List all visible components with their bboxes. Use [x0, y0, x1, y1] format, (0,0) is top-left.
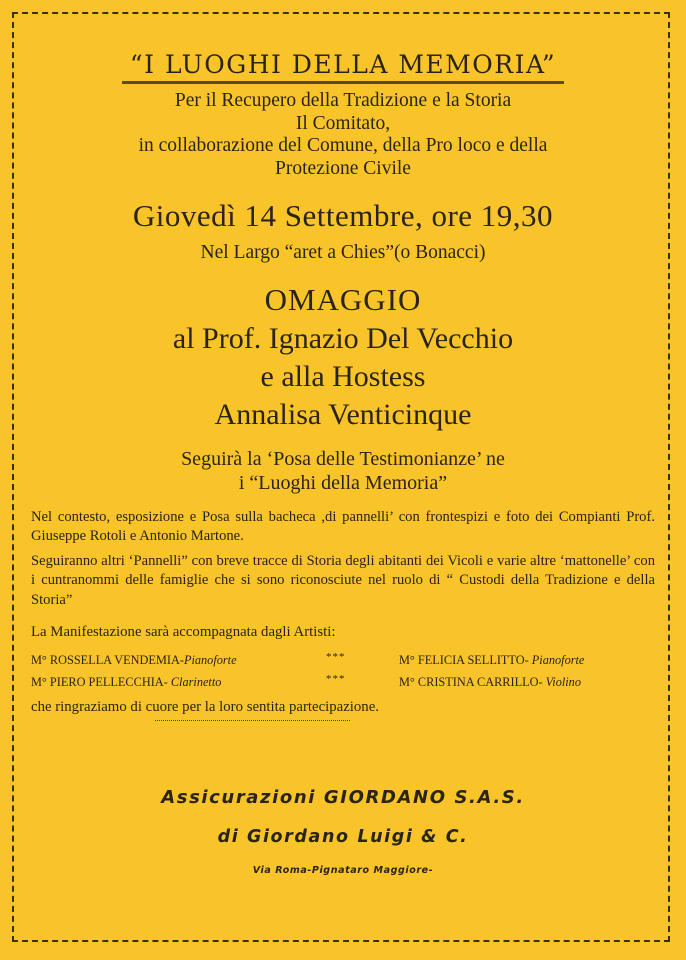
artist-left — [31, 671, 221, 693]
follow-line: i “Luoghi della Memoria” — [238, 472, 448, 494]
follow-line: Seguirà la ‘Posa delle Testimonianze’ ne — [181, 448, 505, 470]
poster-title-text: “I LUOGHI DELLA MEMORIA” — [122, 50, 564, 84]
tribute-line: e alla Hostess — [260, 360, 426, 393]
thanks-line: che ringraziamo di cuore per la loro sentita partecipazione. — [31, 699, 379, 715]
panels-paragraph: Seguiranno altri ‘Pannelli” con breve tracce di Storia degli abitanti dei Vicoli e varie altre ‘mattonelle’ con i cuntranommi delle famiglie che si sono riconosciute nel ruolo di “ Custodi della Tradizione e della Storia” — [31, 553, 655, 608]
artist-separator: *** — [326, 673, 346, 685]
artist-name: M° FELICIA SELLITTO- — [399, 653, 529, 667]
tribute-block — [0, 320, 686, 434]
artist-role: Pianoforte — [528, 653, 585, 667]
context-paragraph: Nel contesto, esposizione e Posa sulla bacheca ,di pannelli’ con frontespizi e foto dei Compianti Prof. Giuseppe Rotoli e Antonio Martone. — [31, 509, 655, 545]
tribute-line: al Prof. Ignazio Del Vecchio — [172, 322, 514, 355]
artist-role: Clarinetto — [167, 675, 222, 689]
artist-name: M° PIERO PELLECCHIA- — [31, 675, 168, 689]
tribute-line: Annalisa Venticinque — [214, 398, 472, 431]
artist-separator: *** — [326, 651, 346, 663]
intro-line: in collaborazione del Comune, della Pro loco e della — [138, 135, 548, 156]
event-date: Giovedì 14 Settembre, ore 19,30 — [132, 198, 554, 233]
intro-block — [0, 90, 686, 180]
intro-line: Per il Recupero della Tradizione e la Storia — [174, 90, 512, 111]
artist-name: M° CRISTINA CARRILLO- — [399, 675, 543, 689]
omaggio-heading: OMAGGIO — [264, 282, 422, 317]
artist-row — [31, 671, 651, 693]
poster-title — [0, 50, 686, 84]
artists-intro: La Manifestazione sarà accompagnata dagli Artisti: — [31, 624, 336, 640]
sponsor-owner: di Giordano Luigi & C. — [217, 827, 469, 847]
dotted-divider — [155, 720, 350, 721]
artists-list — [31, 649, 651, 693]
event-place: Nel Largo “aret a Chies”(o Bonacci) — [200, 242, 486, 263]
artist-name: M° ROSSELLA VENDEMIA- — [31, 653, 184, 667]
artist-left — [31, 649, 237, 671]
artist-right — [399, 649, 584, 671]
artist-role: Pianoforte — [183, 653, 237, 667]
intro-line: Il Comitato, — [295, 112, 391, 134]
artist-role: Violino — [542, 675, 581, 689]
follow-block — [0, 447, 686, 495]
artist-right — [399, 671, 581, 693]
sponsor-name: Assicurazioni GIORDANO S.A.S. — [161, 787, 525, 808]
sponsor-address: Via Roma-Pignataro Maggiore- — [252, 865, 434, 876]
intro-line: Protezione Civile — [275, 157, 411, 179]
